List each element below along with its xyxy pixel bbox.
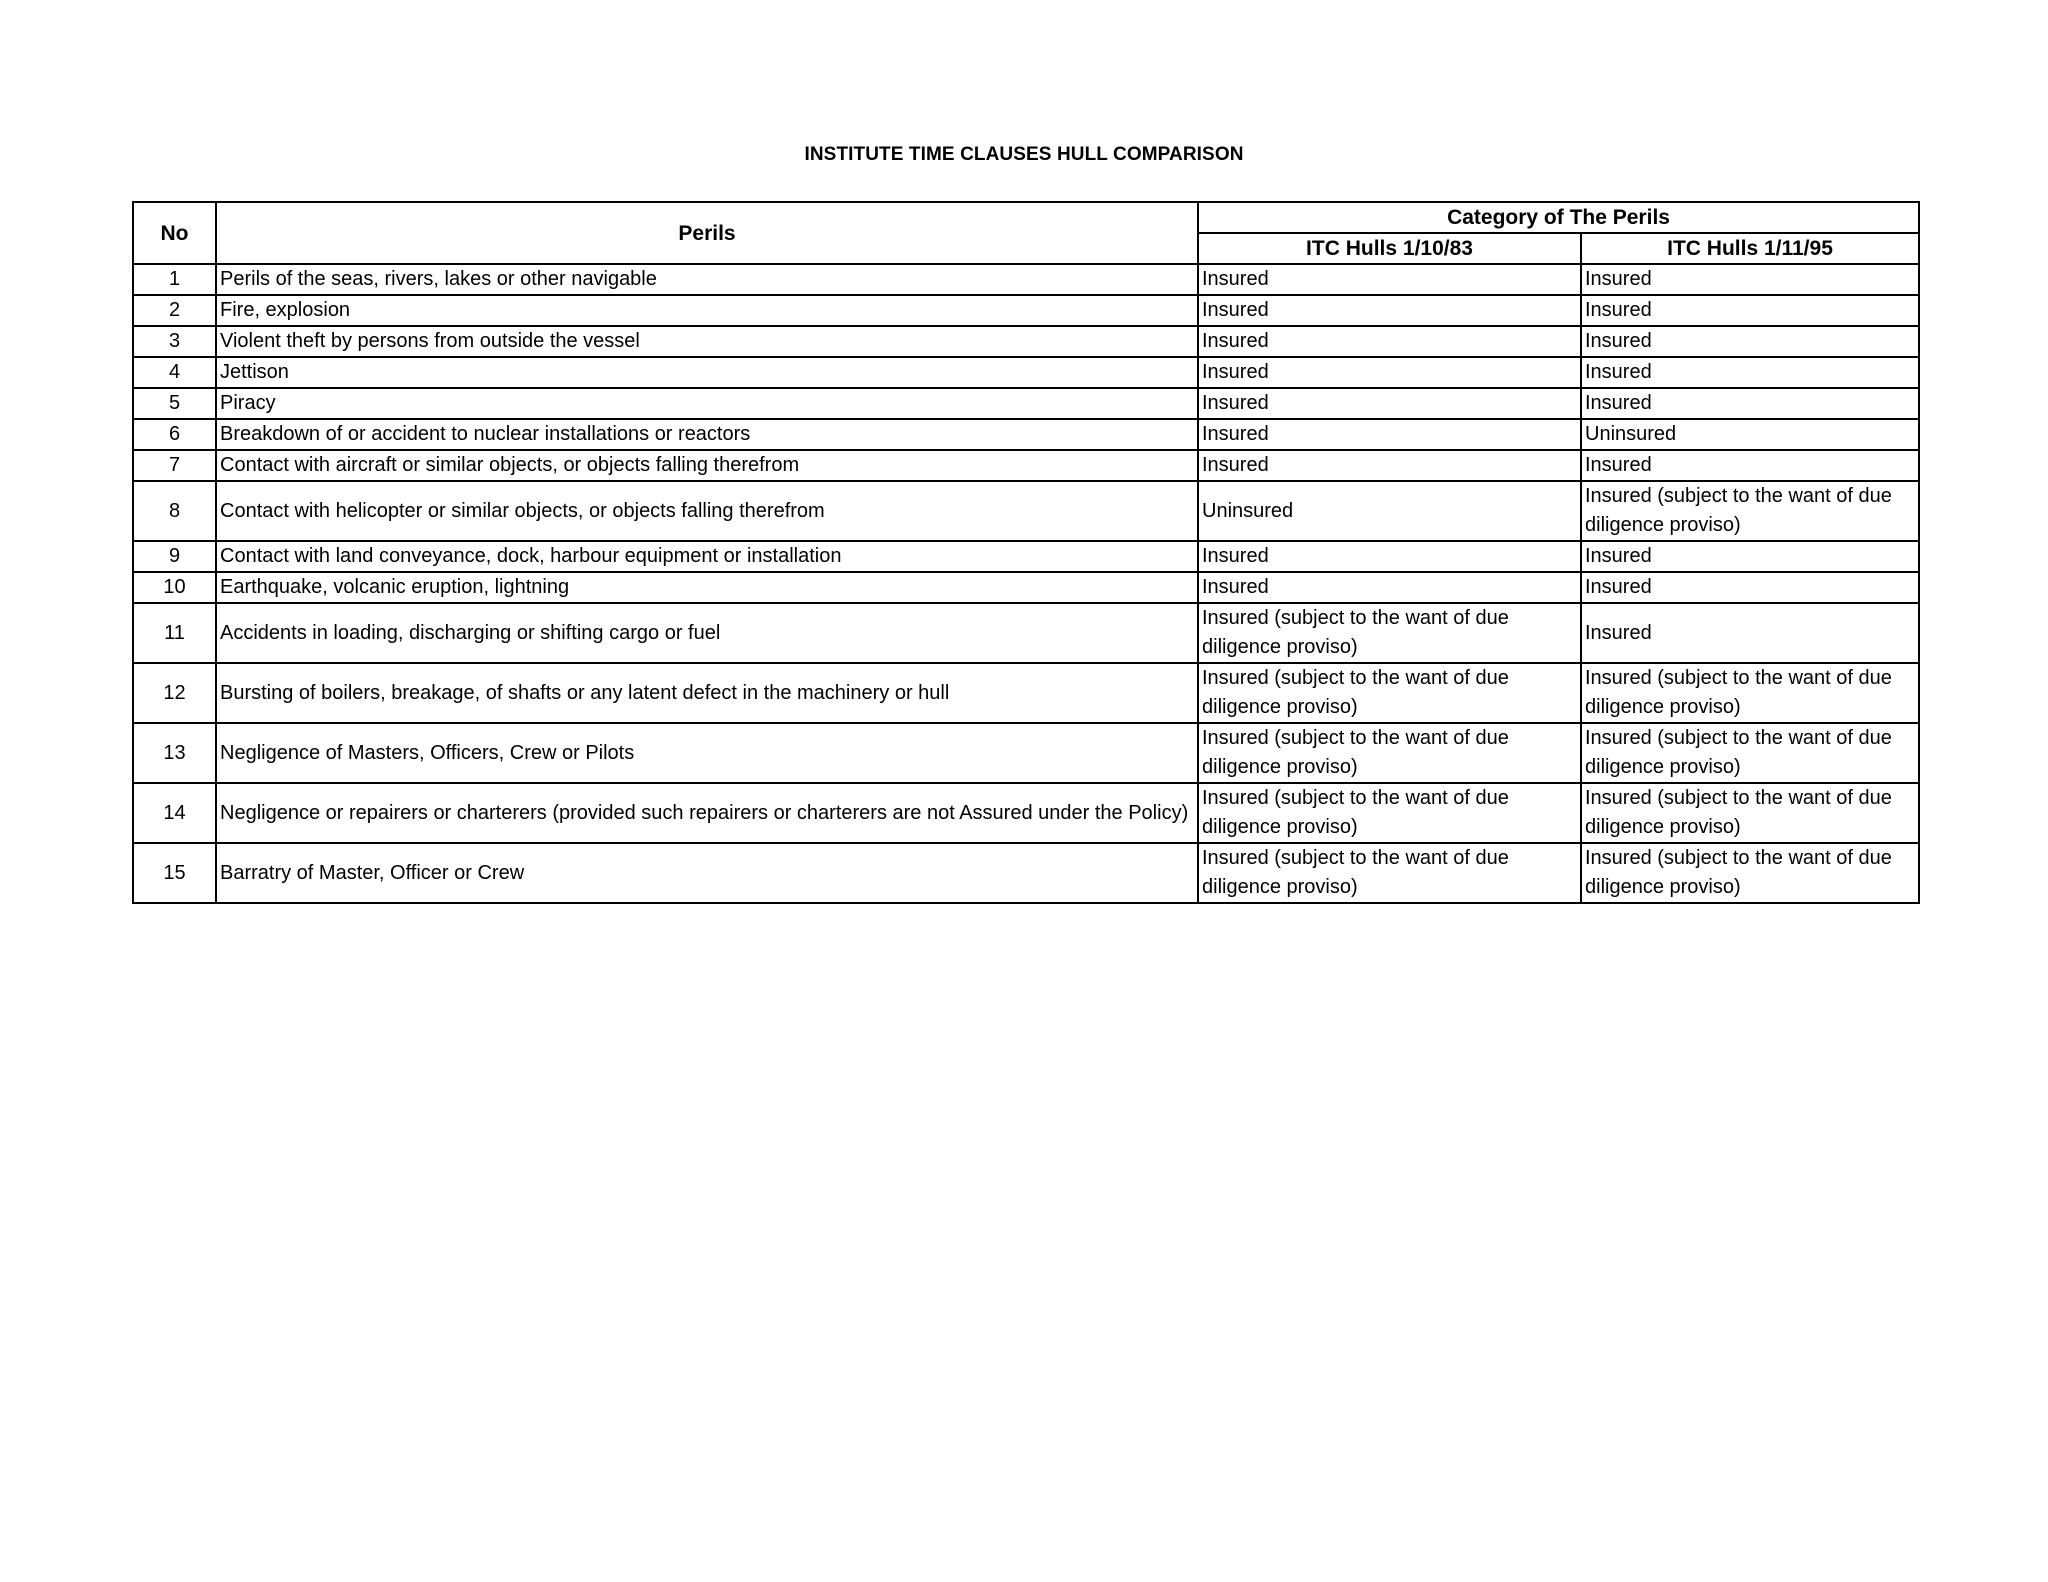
table-row <box>133 357 1919 388</box>
row-number: 7 <box>133 450 216 481</box>
itc-1983-cell: Insured (subject to the want of due diligence proviso) <box>1198 603 1581 663</box>
row-number: 9 <box>133 541 216 572</box>
itc-1983-cell: Insured <box>1198 388 1581 419</box>
itc-1983-cell: Insured <box>1198 450 1581 481</box>
itc-1983-cell: Insured (subject to the want of due diligence proviso) <box>1198 663 1581 723</box>
row-number: 1 <box>133 264 216 295</box>
peril-cell: Accidents in loading, discharging or shifting cargo or fuel <box>216 603 1198 663</box>
table-row <box>133 481 1919 541</box>
header-itc-1983: ITC Hulls 1/10/83 <box>1198 233 1581 264</box>
row-number: 11 <box>133 603 216 663</box>
header-itc-1995: ITC Hulls 1/11/95 <box>1581 233 1919 264</box>
table-row <box>133 572 1919 603</box>
table-row <box>133 783 1919 843</box>
peril-cell: Violent theft by persons from outside the vessel <box>216 326 1198 357</box>
peril-cell: Negligence of Masters, Officers, Crew or Pilots <box>216 723 1198 783</box>
row-number: 6 <box>133 419 216 450</box>
itc-1983-cell: Insured (subject to the want of due diligence proviso) <box>1198 723 1581 783</box>
row-number: 13 <box>133 723 216 783</box>
peril-cell: Fire, explosion <box>216 295 1198 326</box>
page-title: INSTITUTE TIME CLAUSES HULL COMPARISON <box>804 144 1244 165</box>
peril-cell: Piracy <box>216 388 1198 419</box>
itc-1983-cell: Insured <box>1198 264 1581 295</box>
table-row <box>133 326 1919 357</box>
table-row <box>133 663 1919 723</box>
table-header-row <box>133 202 1919 233</box>
itc-1995-cell: Insured (subject to the want of due diligence proviso) <box>1581 481 1919 541</box>
peril-cell: Perils of the seas, rivers, lakes or other navigable <box>216 264 1198 295</box>
itc-1983-cell: Insured <box>1198 357 1581 388</box>
itc-1995-cell: Insured <box>1581 541 1919 572</box>
itc-1983-cell: Insured <box>1198 419 1581 450</box>
table-row <box>133 419 1919 450</box>
table-row <box>133 264 1919 295</box>
itc-1995-cell: Uninsured <box>1581 419 1919 450</box>
peril-cell: Contact with land conveyance, dock, harbour equipment or installation <box>216 541 1198 572</box>
table-row <box>133 541 1919 572</box>
itc-1995-cell: Insured <box>1581 326 1919 357</box>
itc-1995-cell: Insured <box>1581 388 1919 419</box>
itc-1995-cell: Insured (subject to the want of due diligence proviso) <box>1581 723 1919 783</box>
row-number: 2 <box>133 295 216 326</box>
itc-1995-cell: Insured <box>1581 295 1919 326</box>
peril-cell: Contact with aircraft or similar objects, or objects falling therefrom <box>216 450 1198 481</box>
peril-cell: Contact with helicopter or similar objects, or objects falling therefrom <box>216 481 1198 541</box>
itc-1983-cell: Insured (subject to the want of due diligence proviso) <box>1198 843 1581 903</box>
row-number: 14 <box>133 783 216 843</box>
itc-1983-cell: Insured (subject to the want of due diligence proviso) <box>1198 783 1581 843</box>
row-number: 8 <box>133 481 216 541</box>
table-row <box>133 723 1919 783</box>
table-row <box>133 295 1919 326</box>
peril-cell: Barratry of Master, Officer or Crew <box>216 843 1198 903</box>
header-no: No <box>133 202 216 264</box>
row-number: 5 <box>133 388 216 419</box>
row-number: 10 <box>133 572 216 603</box>
row-number: 4 <box>133 357 216 388</box>
table-row <box>133 603 1919 663</box>
itc-1983-cell: Insured <box>1198 541 1581 572</box>
itc-1995-cell: Insured <box>1581 450 1919 481</box>
itc-1983-cell: Uninsured <box>1198 481 1581 541</box>
row-number: 12 <box>133 663 216 723</box>
header-perils: Perils <box>216 202 1198 264</box>
itc-1995-cell: Insured (subject to the want of due diligence proviso) <box>1581 843 1919 903</box>
itc-1995-cell: Insured (subject to the want of due diligence proviso) <box>1581 783 1919 843</box>
row-number: 15 <box>133 843 216 903</box>
itc-1995-cell: Insured <box>1581 572 1919 603</box>
table-row <box>133 450 1919 481</box>
table-row <box>133 843 1919 903</box>
itc-1995-cell: Insured <box>1581 264 1919 295</box>
itc-1995-cell: Insured (subject to the want of due diligence proviso) <box>1581 663 1919 723</box>
peril-cell: Bursting of boilers, breakage, of shafts or any latent defect in the machinery or hull <box>216 663 1198 723</box>
peril-cell: Earthquake, volcanic eruption, lightning <box>216 572 1198 603</box>
itc-1995-cell: Insured <box>1581 357 1919 388</box>
itc-1983-cell: Insured <box>1198 295 1581 326</box>
itc-1983-cell: Insured <box>1198 326 1581 357</box>
itc-1983-cell: Insured <box>1198 572 1581 603</box>
peril-cell: Breakdown of or accident to nuclear installations or reactors <box>216 419 1198 450</box>
peril-cell: Jettison <box>216 357 1198 388</box>
itc-1995-cell: Insured <box>1581 603 1919 663</box>
row-number: 3 <box>133 326 216 357</box>
header-category: Category of The Perils <box>1198 202 1919 233</box>
table-row <box>133 388 1919 419</box>
peril-cell: Negligence or repairers or charterers (provided such repairers or charterers are not Assured under the Policy) <box>216 783 1198 843</box>
perils-comparison-table <box>132 201 1920 904</box>
